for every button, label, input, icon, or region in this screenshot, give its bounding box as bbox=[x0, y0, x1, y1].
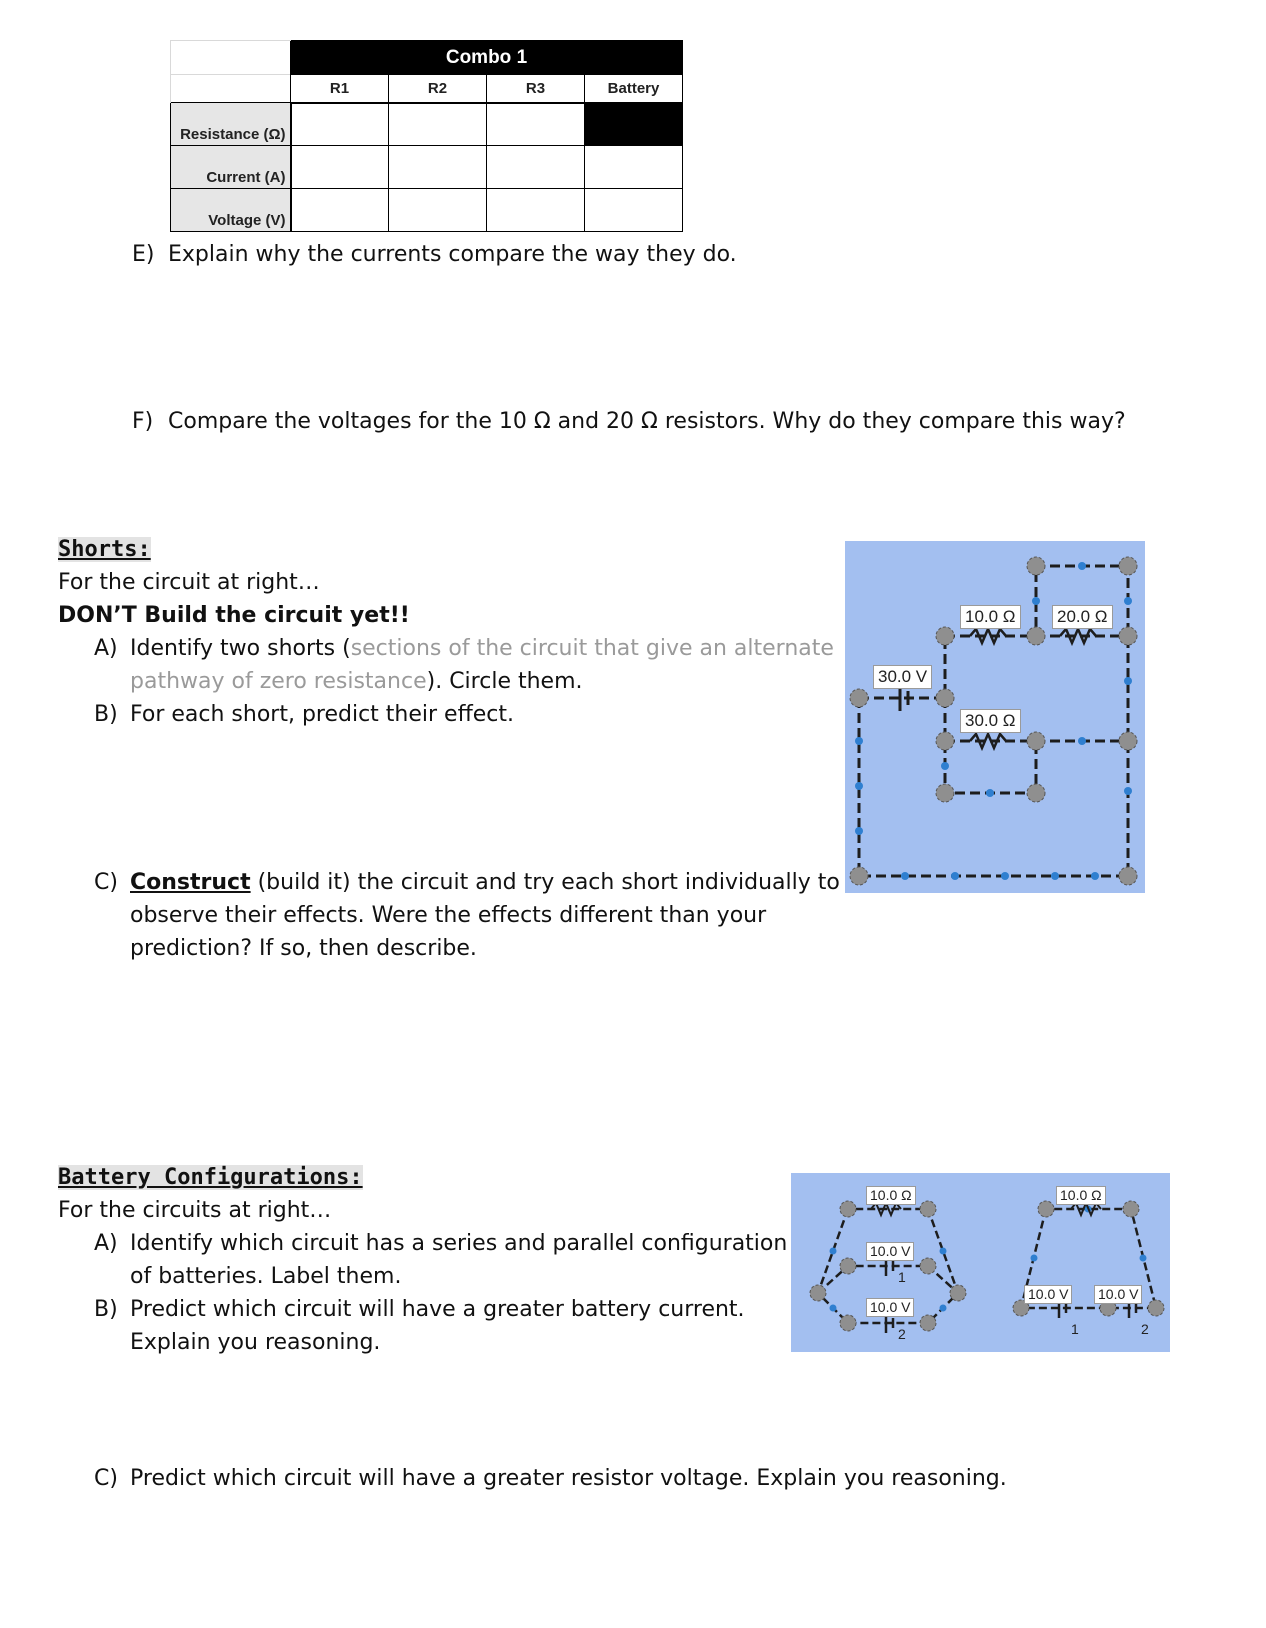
cell-battery-resistance-blocked bbox=[585, 103, 683, 146]
left-battery2-index: 2 bbox=[898, 1326, 906, 1342]
shorts-heading: Shorts: bbox=[58, 537, 151, 562]
battery-b-line1: Predict which circuit will have a greater battery current. bbox=[130, 1297, 745, 1322]
battery-a-letter: A) bbox=[94, 1231, 118, 1256]
shorts-a-letter: A) bbox=[94, 636, 118, 661]
left-battery2-label: 10.0 V bbox=[866, 1298, 914, 1317]
battery-config-section bbox=[58, 1161, 787, 1359]
right-battery2-label: 10.0 V bbox=[1094, 1285, 1142, 1304]
cell-r2-current[interactable] bbox=[389, 146, 487, 189]
shorts-question-a-cont bbox=[58, 665, 834, 698]
cell-r1-resistance[interactable] bbox=[291, 103, 389, 146]
shorts-a-gray-line2: pathway of zero resistance bbox=[130, 669, 427, 694]
shorts-question-b bbox=[58, 698, 834, 731]
battery-config-wires bbox=[791, 1173, 1170, 1352]
right-resistor-label: 10.0 Ω bbox=[1056, 1186, 1106, 1205]
table-row bbox=[171, 103, 683, 146]
cell-battery-voltage[interactable] bbox=[585, 189, 683, 232]
shorts-resistor-20-label: 20.0 Ω bbox=[1052, 605, 1113, 629]
combo-title: Combo 1 bbox=[291, 41, 683, 75]
left-battery1-label: 10.0 V bbox=[866, 1242, 914, 1261]
shorts-resistor-10-label: 10.0 Ω bbox=[960, 605, 1021, 629]
col-battery: Battery bbox=[585, 75, 683, 103]
right-battery1-index: 1 bbox=[1071, 1321, 1079, 1337]
battery-config-intro: For the circuits at right… bbox=[58, 1198, 332, 1223]
right-battery1-label: 10.0 V bbox=[1024, 1285, 1072, 1304]
battery-config-question-b bbox=[58, 1293, 787, 1326]
shorts-resistor-30-label: 30.0 Ω bbox=[960, 709, 1021, 733]
shorts-c-construct: Construct bbox=[130, 870, 251, 895]
row-label-resistance: Resistance (Ω) bbox=[171, 103, 291, 146]
table-corner-2 bbox=[171, 75, 291, 103]
battery-a-line2: of batteries. Label them. bbox=[130, 1264, 402, 1289]
shorts-c-line3: prediction? If so, then describe. bbox=[130, 936, 477, 961]
battery-c-text: Predict which circuit will have a greater resistor voltage. Explain you reasoning. bbox=[130, 1466, 1007, 1491]
cell-r3-resistance[interactable] bbox=[487, 103, 585, 146]
shorts-a-text-before: Identify two shorts ( bbox=[130, 636, 351, 661]
battery-config-question-c bbox=[94, 1462, 1007, 1495]
shorts-c-line1: (build it) the circuit and try each short individually to bbox=[250, 870, 840, 895]
battery-b-line2: Explain you reasoning. bbox=[130, 1330, 381, 1355]
question-f-text: Compare the voltages for the 10 Ω and 20 Ω resistors. Why do they compare this way? bbox=[168, 409, 1126, 434]
cell-r1-current[interactable] bbox=[291, 146, 389, 189]
shorts-b-text: For each short, predict their effect. bbox=[130, 702, 514, 727]
shorts-c-letter: C) bbox=[94, 870, 118, 895]
cell-r3-current[interactable] bbox=[487, 146, 585, 189]
question-f-letter: F) bbox=[132, 409, 154, 434]
shorts-a-gray-line1: sections of the circuit that give an alternate bbox=[350, 636, 834, 661]
cell-battery-current[interactable] bbox=[585, 146, 683, 189]
question-f bbox=[132, 405, 1126, 438]
shorts-a-text-after: ). Circle them. bbox=[426, 669, 583, 694]
shorts-warning: DON’T Build the circuit yet!! bbox=[58, 603, 410, 628]
table-corner bbox=[171, 41, 291, 75]
battery-c-letter: C) bbox=[94, 1466, 118, 1491]
shorts-intro: For the circuit at right… bbox=[58, 570, 320, 595]
table-row bbox=[171, 189, 683, 232]
cell-r2-resistance[interactable] bbox=[389, 103, 487, 146]
col-r1: R1 bbox=[291, 75, 389, 103]
battery-config-heading: Battery Configurations: bbox=[58, 1165, 363, 1190]
shorts-c-line2: observe their effects. Were the effects different than your bbox=[130, 903, 767, 928]
shorts-b-letter: B) bbox=[94, 702, 118, 727]
shorts-section bbox=[58, 533, 834, 731]
question-e bbox=[132, 238, 737, 271]
question-e-letter: E) bbox=[132, 242, 155, 267]
cell-r1-voltage[interactable] bbox=[291, 189, 389, 232]
question-e-text: Explain why the currents compare the way they do. bbox=[168, 242, 737, 267]
battery-a-line1: Identify which circuit has a series and parallel configuration bbox=[130, 1231, 788, 1256]
right-battery2-index: 2 bbox=[1141, 1321, 1149, 1337]
battery-b-letter: B) bbox=[94, 1297, 118, 1322]
shorts-battery-label: 30.0 V bbox=[873, 665, 932, 689]
left-battery1-index: 1 bbox=[898, 1269, 906, 1285]
cell-r2-voltage[interactable] bbox=[389, 189, 487, 232]
row-label-voltage: Voltage (V) bbox=[171, 189, 291, 232]
combo-table bbox=[170, 40, 683, 232]
shorts-question-c bbox=[94, 866, 840, 965]
shorts-question-a bbox=[58, 632, 834, 665]
battery-config-question-a bbox=[58, 1227, 787, 1260]
cell-r3-voltage[interactable] bbox=[487, 189, 585, 232]
table-row bbox=[171, 146, 683, 189]
row-label-current: Current (A) bbox=[171, 146, 291, 189]
col-r3: R3 bbox=[487, 75, 585, 103]
shorts-circuit-panel bbox=[845, 541, 1145, 893]
col-r2: R2 bbox=[389, 75, 487, 103]
left-resistor-label: 10.0 Ω bbox=[866, 1186, 916, 1205]
battery-config-circuit-panel bbox=[791, 1173, 1170, 1352]
